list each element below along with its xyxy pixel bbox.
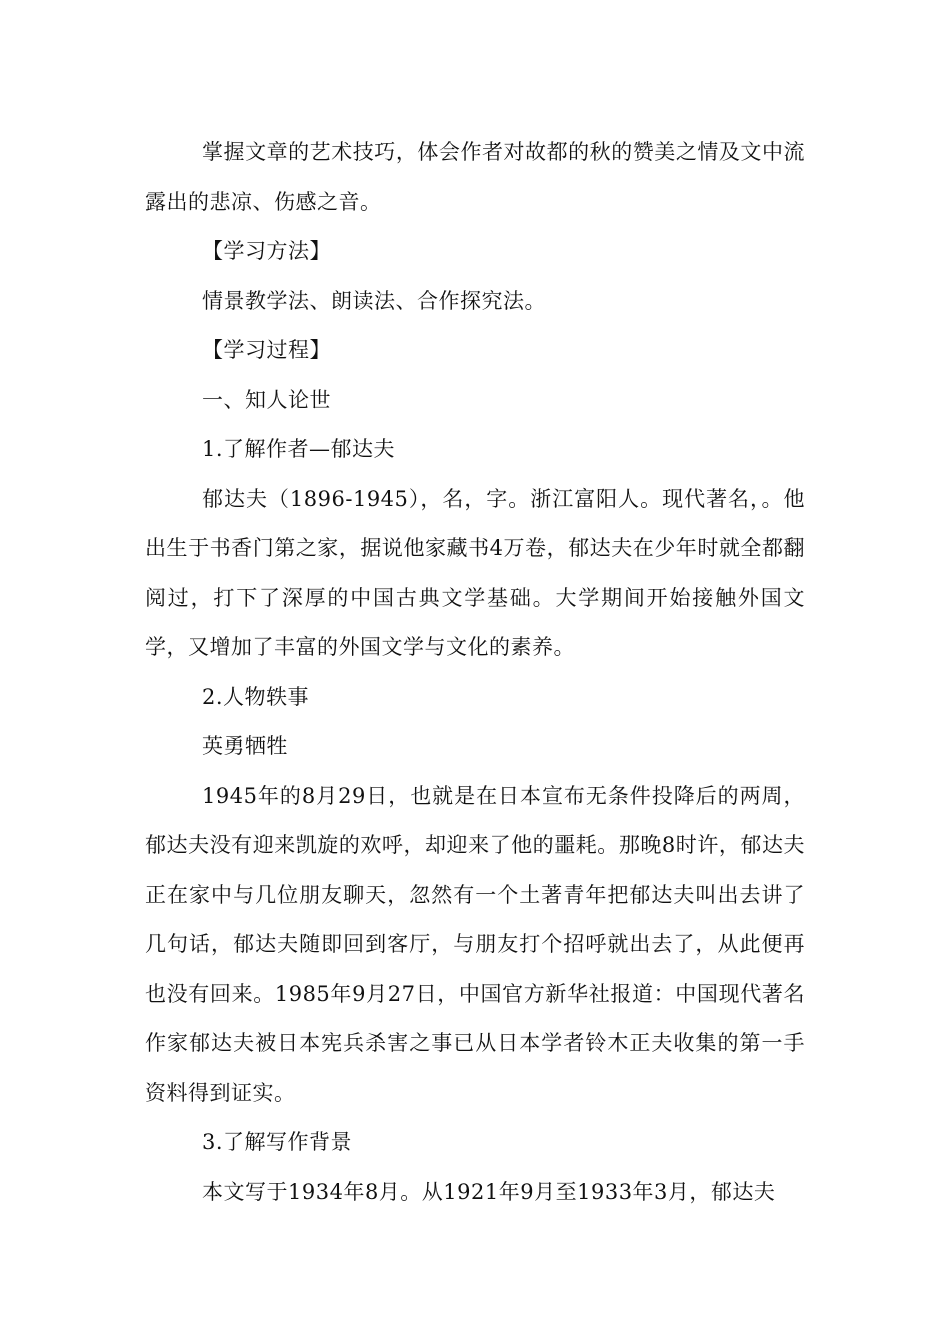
heading-study-method: 【学习方法】 (202, 239, 331, 263)
anecdote-title: 英勇牺牲 (202, 734, 288, 758)
subheading-2: 2.人物轶事 (202, 684, 310, 709)
section-heading-1: 一、知人论世 (202, 387, 331, 412)
paragraph-study-goal: 掌握文章的艺术技巧，体会作者对故都的秋的赞美之情及文中流露出的悲凉、伤感之音。 (145, 140, 805, 214)
paragraph-author-bio: 郁达夫（1896-1945），名，字。浙江富阳人。现代著名，。他出生于书香门第之家，据说他家藏书4万卷，郁达夫在少年时就全都翻阅过，打下了深厚的中国古典文学基础。大学期间开始接触外国文学，又增加了丰富的外国文学与文化的素养。 (145, 486, 805, 659)
paragraph-anecdote: 1945年的8月29日，也就是在日本宣布无条件投降后的两周，郁达夫没有迎来凯旋的欢呼，却迎来了他的噩耗。那晚8时许，郁达夫正在家中与几位朋友聊天，忽然有一个土著青年把郁达夫叫出去讲了几句话，郁达夫随即回到客厅，与朋友打个招呼就出去了，从此便再也没有回来。1985年9月27日，中国官方新华社报道：中国现代著名作家郁达夫被日本宪兵杀害之事已从日本学者铃木正夫收集的第一手资料得到证实。 (145, 783, 805, 1105)
heading-study-process: 【学习过程】 (202, 338, 331, 362)
paragraph-background: 本文写于1934年8月。从1921年9月至1933年3月，郁达夫 (202, 1179, 776, 1204)
subheading-1: 1.了解作者—郁达夫 (202, 437, 396, 461)
subheading-3: 3.了解写作背景 (202, 1130, 353, 1154)
paragraph-study-method: 情景教学法、朗读法、合作探究法。 (202, 288, 546, 313)
